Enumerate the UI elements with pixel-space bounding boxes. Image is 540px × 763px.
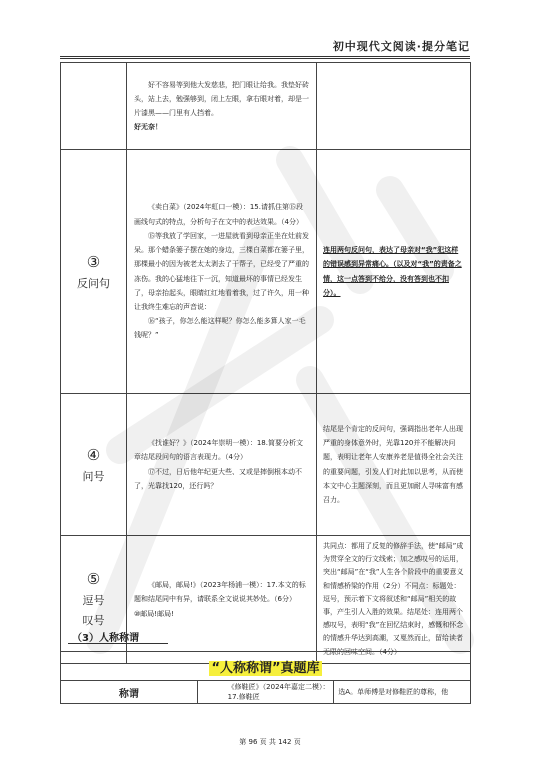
category-number: ④ — [86, 445, 101, 464]
table-row — [61, 63, 471, 150]
rhetoric-table — [60, 62, 471, 664]
question-cell — [127, 394, 317, 536]
section-heading: （3）人称称谓 — [72, 633, 139, 644]
category-label: 叹号 — [82, 614, 105, 628]
answer-cell — [317, 536, 471, 664]
question-prompt: 《找谁好？》（2024年崇明一模）：18.简要分析文章结尾段问句的语言表现力。（4分） — [134, 439, 303, 462]
table-row — [61, 681, 471, 704]
category-number: ⑤ — [86, 570, 101, 589]
category-label: 逗号 — [82, 594, 105, 608]
answer-text: 共同点：都用了反复的修辞手法，使“邮局”成为贯穿全文的行文线索；加之感叹号的运用，突出“邮局”在“我”人生各个阶段中的重要意义和情感桥梁的作用（2分）不同点：标题处：逗号，预示着下文将叙述和“邮局”相关的故事，产生引人入胜的效果。结尾处：连用两个感叹号，表明“我”在回忆结束时，感慨和怀念的情感升华达到高潮，又戛然而止，留给读者无限的回味空间。（4分） — [323, 542, 464, 656]
answer-text: 连用两句反问句，表达了母亲对“我”犯这样的错误感到异常痛心。（以及对“我”的责备之情，这一点答到不给分，没有答到也不扣分）。 — [323, 246, 462, 297]
header-title: 初中现代文阅读·提分笔记 — [332, 40, 470, 53]
question-passage: ⑰不过，日后他年纪更大些、又或是摔倒根本动不了，光靠找120，还行吗？ — [134, 467, 302, 490]
answer-text: 选A。单师傅是对修鞋匠的尊称，他 — [334, 681, 471, 704]
category-cell — [61, 394, 127, 536]
table-row — [61, 150, 471, 394]
question-prompt: 《卖白菜》（2024年虹口一模）：15.请抓住第⑮段画线句式的特点，分析句子在文中的表达效果。（4分） — [134, 203, 303, 226]
header-rule-double — [60, 58, 470, 59]
category-label: 问号 — [82, 469, 105, 483]
answer-text: 结尾是个肯定的反问句，强调指出老年人出现严重的身体意外时，光靠120并不能解决问题，表明让老年人安康养老是值得全社会关注的重要问题，引发人们对此加以思考，从而使本文中心主题深刻，而且更加耐人寻味富有感召力。 — [323, 424, 463, 504]
question-bank-table — [60, 651, 471, 704]
banner-cell — [61, 652, 471, 681]
category-label: 称谓 — [61, 681, 198, 704]
table-row — [61, 394, 471, 536]
question-passage: ⑮等我放了学回家，一进屋就看到母亲正坐在灶前发呆。那个蜡条篓子摆在她的身边，三棵白菜都在篓子里，那棵最小的因为被老太太剥去了干帮子，已经受了严重的冻伤。我的心猛地往下一沉，知道最坏的事情已经发生了，母亲抬起头，眼睛红红地看着我，过了许久，用一种让我终生难忘的声音说： — [134, 231, 309, 311]
answer-cell — [317, 150, 471, 394]
page-footer: 第 96 页 共 142 页 — [239, 738, 301, 746]
category-number: ③ — [86, 252, 101, 271]
category-label: 反问句 — [77, 276, 110, 290]
question-passage: ⑩邮局!邮局! — [134, 609, 174, 618]
banner-title: “人称称谓”真题库 — [211, 660, 320, 676]
category-cell — [61, 536, 127, 664]
question-cell — [127, 150, 317, 394]
question-text: 好不容易等到他大发慈悲，把门眼让给我。我垫好砖头，站上去，勉强够到，闭上左眼，拿右眼对着，却是一片漆黑——门里有人挡着。 — [134, 80, 309, 117]
question-cell — [127, 63, 317, 150]
category-cell — [61, 150, 127, 394]
answer-cell — [317, 394, 471, 536]
table-row — [61, 536, 471, 664]
section-underline — [68, 643, 168, 644]
question-quote: ⑯“孩子，你怎么能这样呢？你怎么能多算人家一毛钱呢？” — [134, 317, 306, 340]
category-cell — [61, 63, 127, 150]
answer-cell — [317, 63, 471, 150]
header-rule — [60, 56, 470, 57]
question-text: 《修鞋匠》（2024年嘉定二模）：17.修鞋匠 — [197, 681, 334, 704]
question-prompt: 《邮局，邮局!》（2023年杨浦一模）：17.本文的标题和结尾同中有异，请联系全文说说其妙处。（6分） — [134, 581, 306, 604]
question-cell — [127, 536, 317, 664]
question-emphasis: 好无奈！ — [134, 123, 162, 132]
